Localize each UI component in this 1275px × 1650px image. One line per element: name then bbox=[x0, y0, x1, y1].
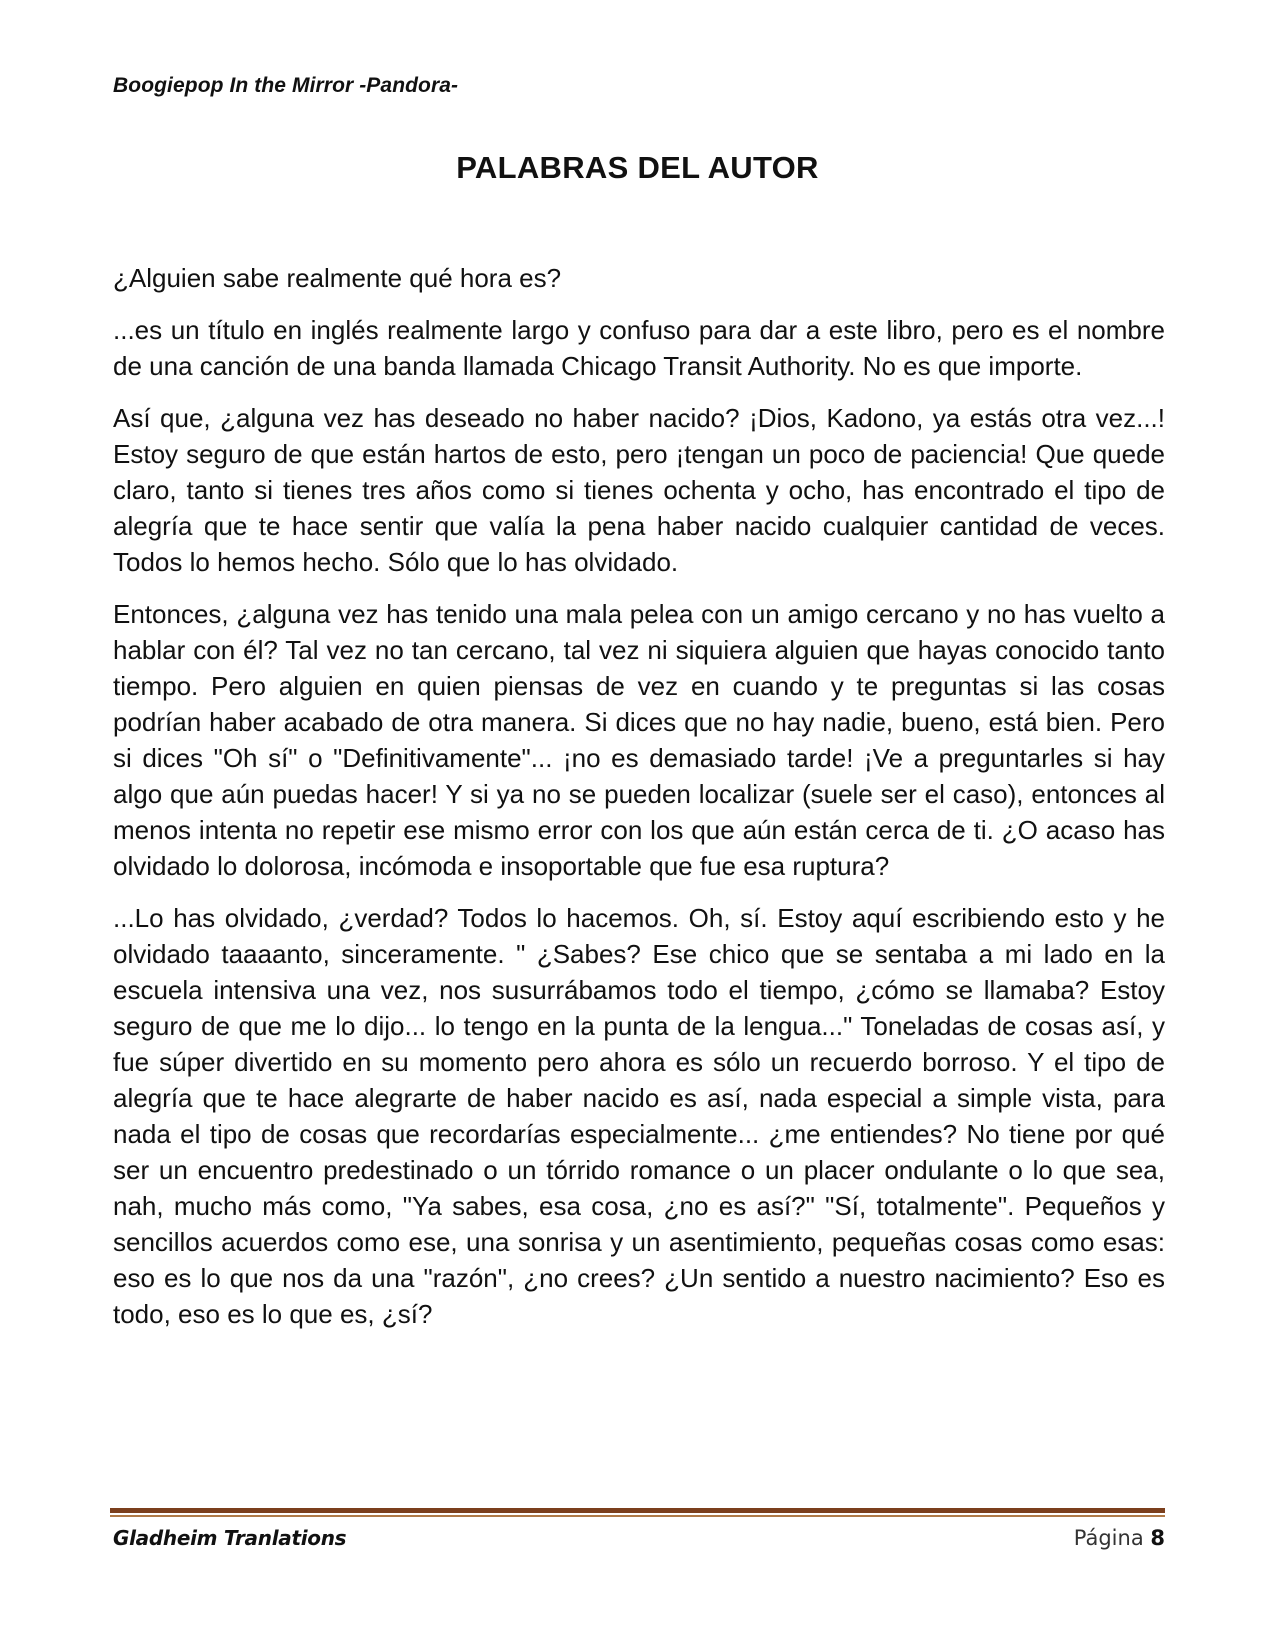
page-number-value: 8 bbox=[1150, 1526, 1165, 1550]
body-text bbox=[113, 260, 1165, 1348]
paragraph-1: ¿Alguien sabe realmente qué hora es? bbox=[113, 263, 562, 293]
page-title: PALABRAS DEL AUTOR bbox=[456, 150, 819, 185]
paragraph-3: Así que, ¿alguna vez has deseado no haber nacido? ¡Dios, Kadono, ya estás otra vez...! Estoy seguro de que están hartos de esto, pero ¡tengan un poco de paciencia! Que quede claro, tanto si tienes tres años como si tienes ochenta y ocho, has encontrado el tipo de alegría que te hace sentir que valía la pena haber nacido cualquier cantidad de veces. Todos lo hemos hecho. Sólo que lo has olvidado. bbox=[113, 403, 1165, 577]
paragraph-5: ...Lo has olvidado, ¿verdad? Todos lo hacemos. Oh, sí. Estoy aquí escribiendo esto y he olvidado taaaanto, sinceramente. " ¿Sabes? Ese chico que se sentaba a mi lado en la escuela intensiva una vez, nos susurrábamos todo el tiempo, ¿cómo se llamaba? Estoy seguro de que me lo dijo... lo tengo en la punta de la lengua..." Toneladas de cosas así, y fue súper divertido en su momento pero ahora es sólo un recuerdo borroso. Y el tipo de alegría que te hace alegrarte de haber nacido es así, nada especial a simple vista, para nada el tipo de cosas que recordarías especialmente... ¿me entiendes? No tiene por qué ser un encuentro predestinado o un tórrido romance o un placer ondulante o lo que sea, nah, mucho más como, "Ya sabes, esa cosa, ¿no es así?" "Sí, totalmente". Pequeños y sencillos acuerdos como ese, una sonrisa y un asentimiento, pequeñas cosas como esas: eso es lo que nos da una "razón", ¿no crees? ¿Un sentido a nuestro nacimiento? Eso es todo, eso es lo que es, ¿sí? bbox=[113, 903, 1165, 1329]
paragraph-2: ...es un título en inglés realmente largo y confuso para dar a este libro, pero es el nombre de una canción de una banda llamada Chicago Transit Authority. No es que importe. bbox=[113, 315, 1165, 381]
page-number bbox=[1074, 1526, 1165, 1550]
running-header: Boogiepop In the Mirror -Pandora- bbox=[113, 74, 459, 97]
footer-credit: Gladheim Tranlations bbox=[113, 1526, 347, 1550]
page-label: Página bbox=[1073, 1526, 1144, 1550]
footer-divider bbox=[110, 1508, 1165, 1513]
paragraph-4: Entonces, ¿alguna vez has tenido una mala pelea con un amigo cercano y no has vuelto a hablar con él? Tal vez no tan cercano, tal vez ni siquiera alguien que hayas conocido tanto tiempo. Pero alguien en quien piensas de vez en cuando y te preguntas si las cosas podrían haber acabado de otra manera. Si dices que no hay nadie, bueno, está bien. Pero si dices "Oh sí" o "Definitivamente"... ¡no es demasiado tarde! ¡Ve a preguntarles si hay algo que aún puedas hacer! Y si ya no se pueden localizar (suele ser el caso), entonces al menos intenta no repetir ese mismo error con los que aún están cerca de ti. ¿O acaso has olvidado lo dolorosa, incómoda e insoportable que fue esa ruptura? bbox=[113, 599, 1165, 881]
footer-divider-thin bbox=[110, 1515, 1165, 1517]
